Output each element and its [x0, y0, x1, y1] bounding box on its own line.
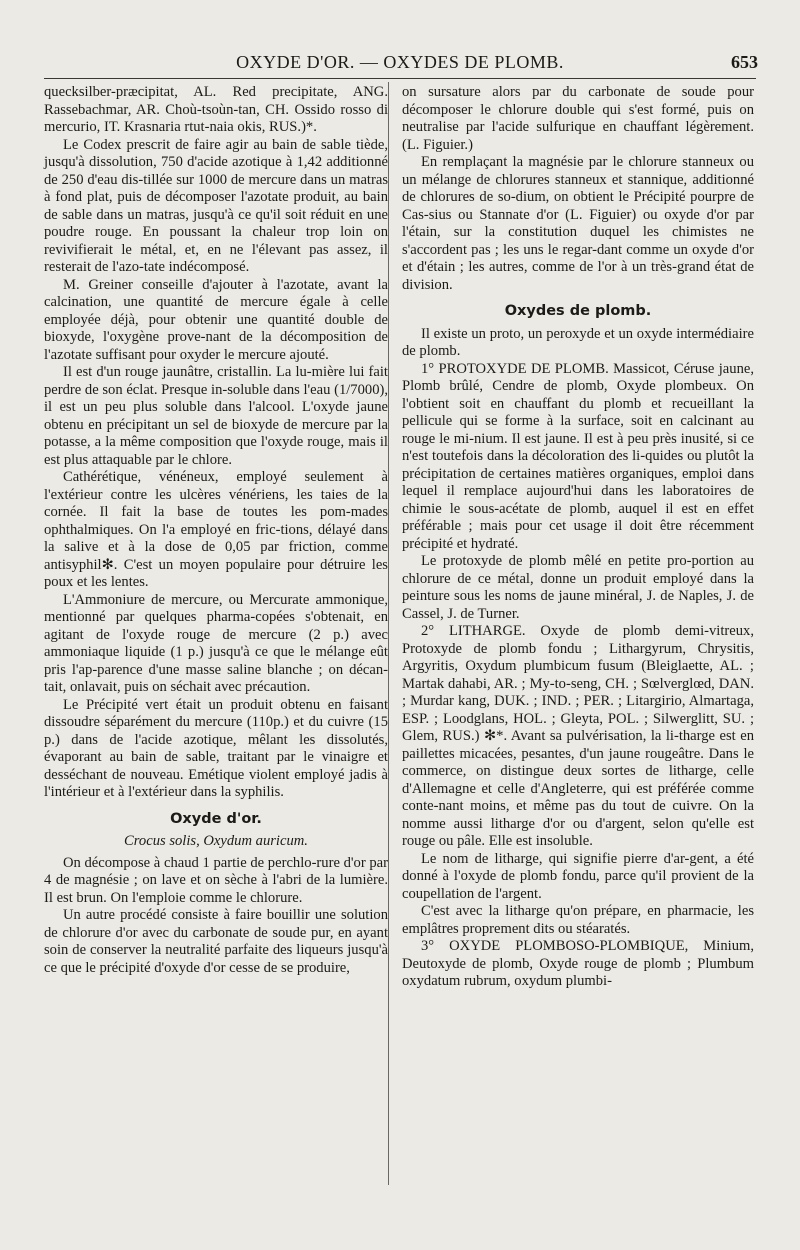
- paragraph: Le nom de litharge, qui signifie pierre d'ar-gent, a été donné à l'oxyde de plomb fondu, parce qu'il provient de la coupellation de l'argent.: [402, 850, 754, 902]
- column-divider: [388, 82, 389, 1185]
- section-subtitle: Crocus solis, Oxydum auricum.: [124, 833, 308, 849]
- paragraph: Un autre procédé consiste à faire bouillir une solution de chlorure d'or avec du carbonate de soude pur, en ayant soin de conserver la neutralité parfaite des liqueurs jusqu'à ce que le précipité d'oxyde d'or cesse de se produire,: [44, 907, 388, 976]
- paragraph: Il est d'un rouge jaunâtre, cristallin. La lu-mière lui fait perdre de son éclat. Presque in-soluble dans l'eau (1/7000), il est un peu plus soluble dans l'alcool. L'oxyde jaune obtenu en précipitant un sel de bioxyde de mercure par la potasse, a la même composition que l'oxyde rouge, mais il est plus attaquable par le chlore.: [44, 364, 388, 468]
- header-rule: [44, 78, 756, 79]
- paragraph: 1° PROTOXYDE DE PLOMB. Massicot, Céruse jaune, Plomb brûlé, Cendre de plomb, Oxyde plombeux. On l'obtient soit en chauffant du plomb et recueillant la pellicule qui se forme à la surface, soit en calcinant au rouge le mi-nium. Il est jaune. Il est à peu près inusité, si ce n'est toutefois dans la décoloration des li-quides ou plutôt la précipitation de certaines matières organiques, emploi dans lequel il remplace aujourd'hui dans les laboratoires de chimie le sous-acétate de plomb, auquel il est en effet préférable ; mais pour cet usage il doit être récemment précipité et hydraté.: [402, 360, 754, 552]
- paragraph: L'Ammoniure de mercure, ou Mercurate ammonique, mentionné par quelques pharma-copées s'obtenait, en agitant de l'oxyde rouge de mercure (2 p.) avec ammoniaque liquide (1 p.) jusqu'à ce que le mélange eût pris l'ap-parence d'une masse saline blanche ; on décan-tait, onlavait, puis on séchait avec précaution.: [44, 591, 388, 695]
- section-heading-oxyde-or: Oxyde d'or.: [170, 810, 262, 827]
- running-title: OXYDE D'OR. — OXYDES DE PLOMB.: [236, 52, 564, 72]
- left-column: [44, 84, 388, 977]
- paragraph: C'est avec la litharge qu'on prépare, en pharmacie, les emplâtres proprement dits ou stéaratés.: [402, 903, 754, 937]
- paragraph: quecksilber-præcipitat, AL. Red precipitate, ANG. Rassebachmar, AR. Choù-tsoùn-tan, CH. Ossido rosso di mercurio, IT. Krasnaria rtut-naia okis, RUS.)*.: [44, 84, 388, 135]
- paragraph: 3° OXYDE PLOMBOSO-PLOMBIQUE, Minium, Deutoxyde de plomb, Oxyde rouge de plomb ; Plumbum oxydatum rubrum, oxydum plumbi-: [402, 938, 754, 989]
- paragraph: Le Codex prescrit de faire agir au bain de sable tiède, jusqu'à dissolution, 750 d'acide azotique à 1,42 additionné de 250 d'eau dis-tillée sur 1000 de mercure dans un matras à fond plat, puis de décomposer l'azotate produit, au bain de sable dans un matras, jusqu'à ce qu'il soit réduit en une poudre rouge. En poussant la chaleur trop loin on revivifierait le métal, et, en ne l'élevant pas assez, il resterait de l'azo-tate indécomposé.: [44, 136, 388, 275]
- paragraph: Cathérétique, vénéneux, employé seulement à l'extérieur contre les ulcères vénériens, les taies de la cornée. Il fait la base de toutes les pom-mades ophthalmiques. On l'a employé en fric-tions, délayé dans la salive et à la dose de 0,05 par friction, comme antisyphil✻. C'est un moyen populaire pour détruire les poux et les lentes.: [44, 469, 388, 590]
- paragraph: 2° LITHARGE. Oxyde de plomb demi-vitreux, Protoxyde de plomb fondu ; Lithargyrum, Chrysitis, Argyritis, Oxydum plumbicum fusum (Bleiglaette, AL. ; Martak dahabi, AR. ; My-to-seng, CH. ; Sœlverglœd, DAN. ; Murdar kang, DUK. ; IND. ; PER. ; Litargirio, Almartaga, ESP. ; Loodglans, HOL. ; Gleyta, POL. ; Silwerglitt, SU. ; Glem, RUS.) ✻*. Avant sa pulvérisation, la li-tharge est en paillettes micacées, pesantes, d'un jaune rougeâtre. Dans le commerce, on distingue deux sortes de litharge, celle d'Allemagne et celle d'Angleterre, qui est préférée comme conte-nant moins, et même pas du tout de cuivre. On la nomme aussi litharge d'or ou d'argent, selon qu'elle est rouge ou pâle. Elle est insoluble.: [402, 623, 754, 849]
- paragraph: On décompose à chaud 1 partie de perchlo-rure d'or par 4 de magnésie ; on lave et on sèche à l'abri de la lumière. Il est brun. On l'emploie comme le chlorure.: [44, 854, 388, 906]
- page-number: 653: [731, 52, 758, 72]
- paragraph: M. Greiner conseille d'ajouter à l'azotate, avant la calcination, une quantité de mercure égale à celle employée déjà, pour obtenir une quantité double de bioxyde, l'oxygène prove-nant de la décomposition de l'azotate suffisant pour oxyder le mercure ajouté.: [44, 276, 388, 363]
- paragraph: Le Précipité vert était un produit obtenu en faisant dissoudre séparément du mercure (110p.) et du cuivre (15 p.) dans de l'acide azotique, mêlant les dissolutés, évaporant au bain de sable, traitant par le vinaigre et desséchant de nouveau. Emétique violent employé jadis à l'intérieur et à l'extérieur dans la syphilis.: [44, 696, 388, 800]
- paragraph: Le protoxyde de plomb mêlé en petite pro-portion au chlorure de ce métal, donne un produit employé dans la peinture sous les noms de jaune minéral, J. de Naples, J. de Cassel, J. de Turner.: [402, 553, 754, 622]
- paragraph: En remplaçant la magnésie par le chlorure stanneux ou un mélange de chlorures stanneux et stannique, additionné de chlorures de so-dium, on obtient le Précipité pourpre de Cas-sius ou Stannate d'or (L. Figuier) ou oxyde d'or par l'étain, sur la constitution duquel les chimistes ne s'accordent pas ; les uns le regar-dant comme un oxyde d'or et d'étain ; les autres, comme de l'or à un très-grand état de division.: [402, 154, 754, 293]
- right-column: [402, 84, 754, 991]
- paragraph: on sursature alors par du carbonate de soude pour décomposer le chlorure double qui s'est formé, puis on neutralise par l'acide sulfurique en chauffant légèrement. (L. Figuier.): [402, 84, 754, 153]
- section-heading-oxydes-plomb: Oxydes de plomb.: [504, 303, 652, 319]
- running-head: [0, 52, 800, 76]
- paragraph: Il existe un proto, un peroxyde et un oxyde intermédiaire de plomb.: [402, 325, 754, 359]
